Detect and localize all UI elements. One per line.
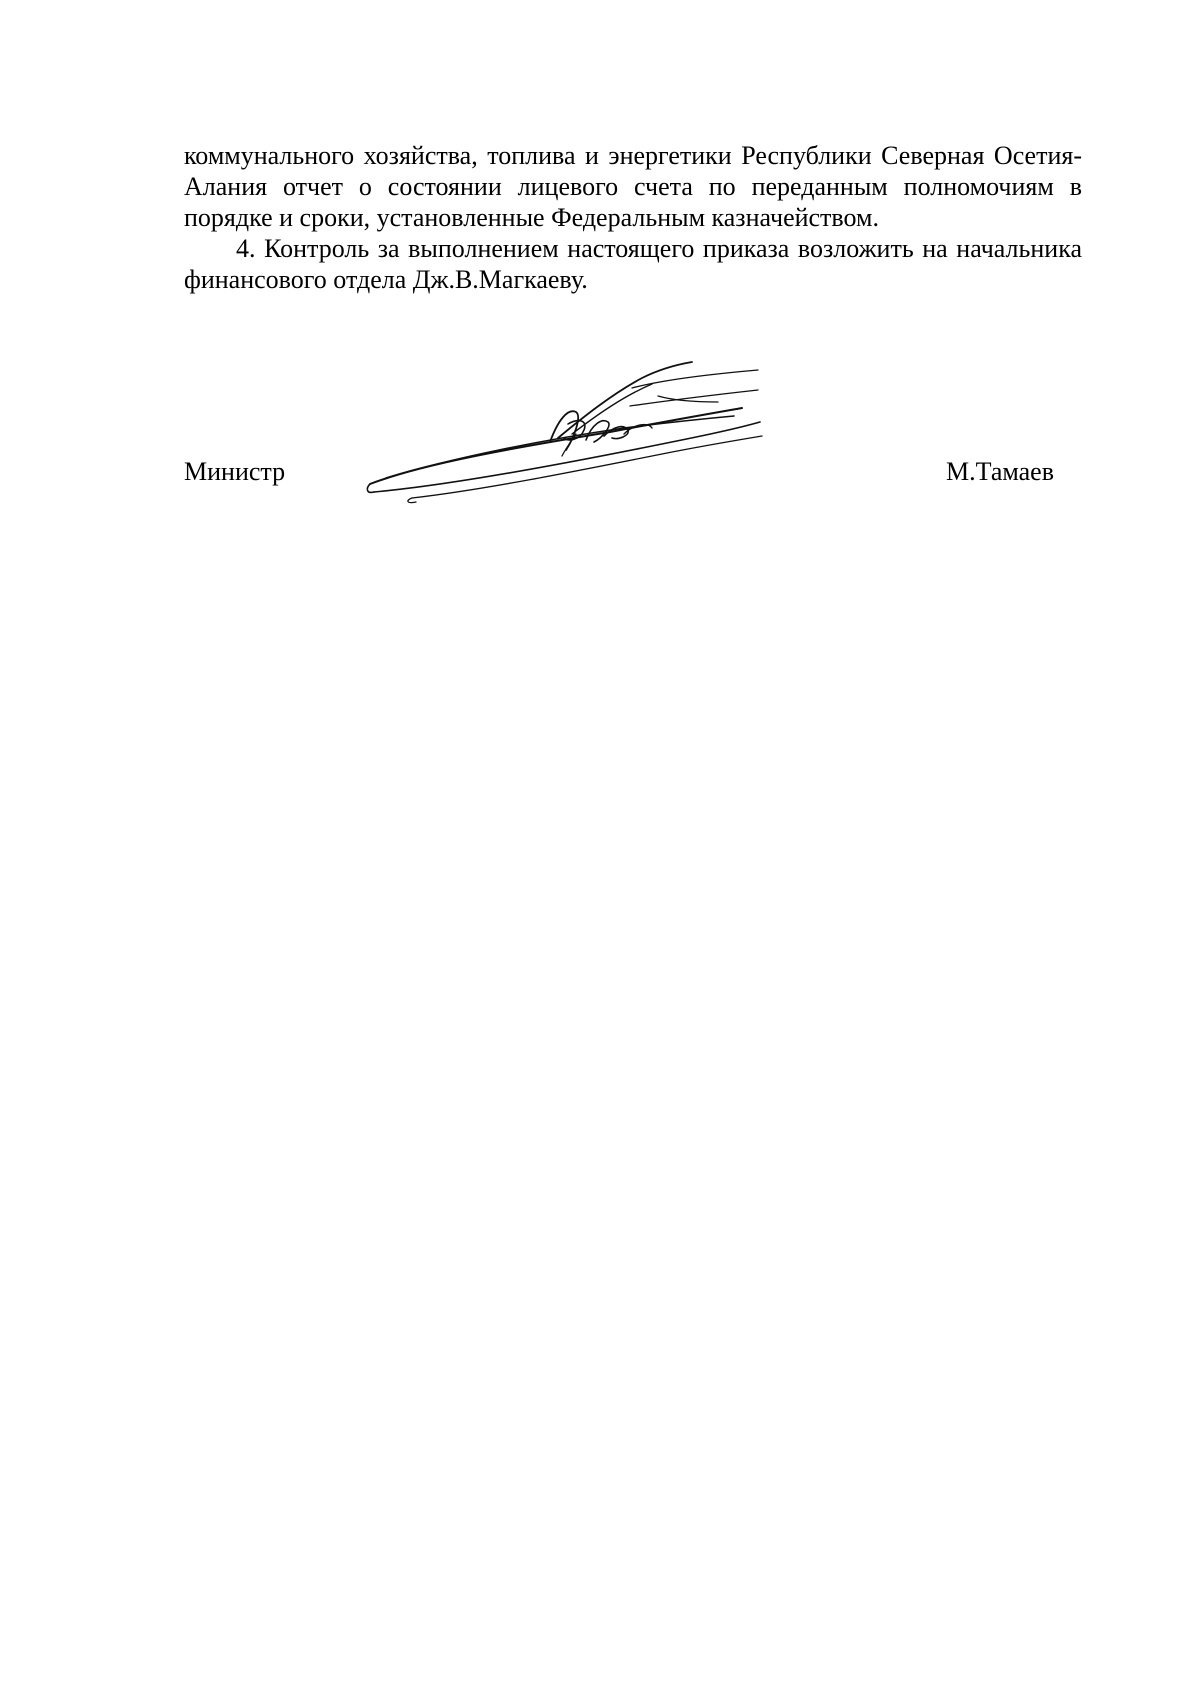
signer-name: М.Тамаев [945, 457, 1054, 486]
signature-image [362, 360, 842, 540]
paragraph-continuation: коммунального хозяйства, топлива и энергетики Республики Северная Осетия-Алания отчет о состоянии лицевого счета по переданным полномочиям в порядке и сроки, установленные Федеральным казначейством. [184, 141, 1082, 232]
signature-block [184, 456, 1082, 496]
paragraph-item-4: 4. Контроль за выполнением настоящего приказа возложить на начальника финансового отдела Дж.В.Магкаеву. [184, 234, 1082, 294]
signer-position: Министр [184, 457, 286, 486]
document-body [184, 140, 1082, 295]
